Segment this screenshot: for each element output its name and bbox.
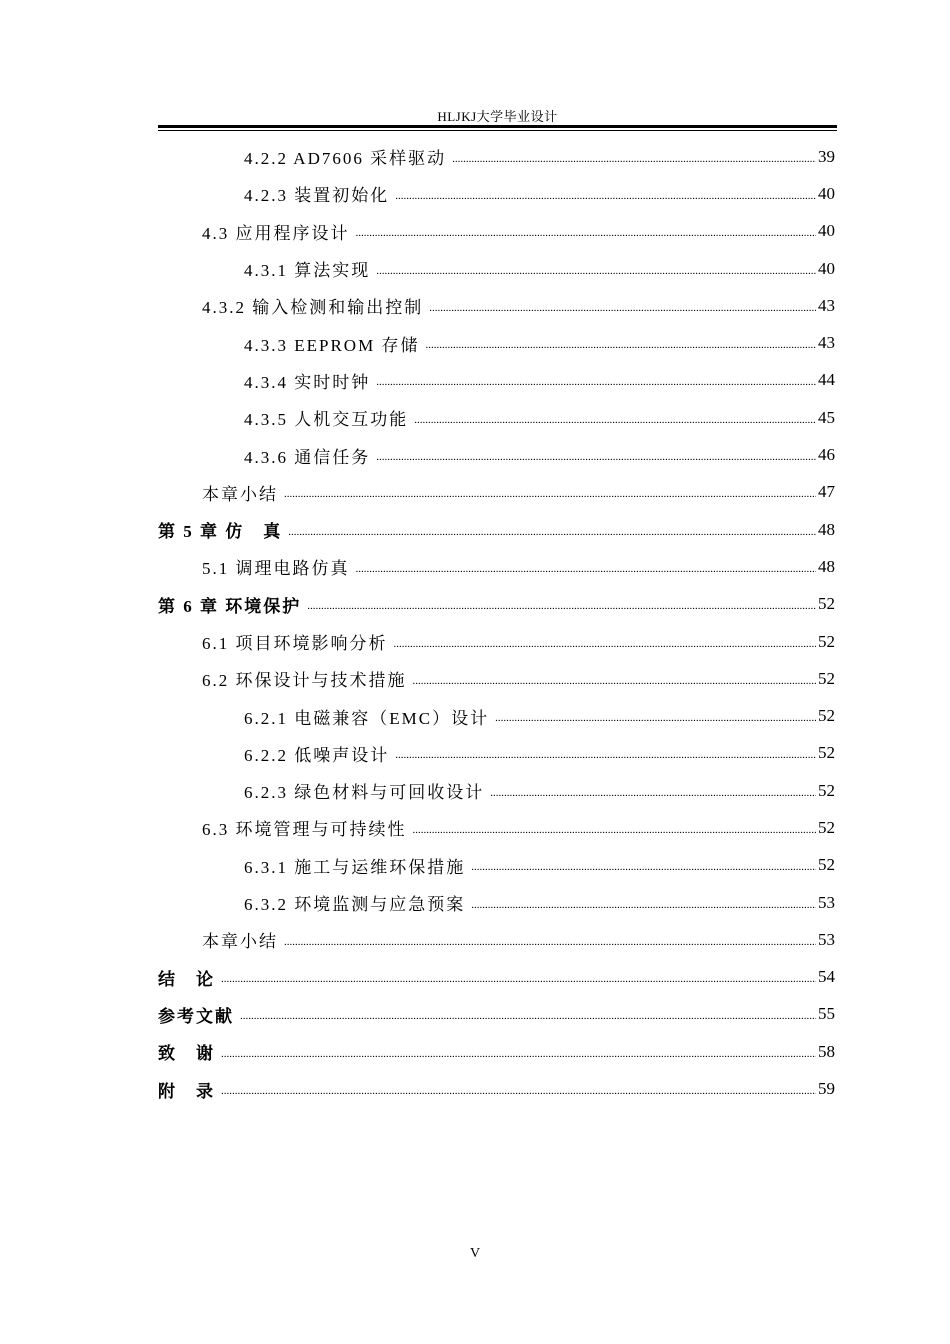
toc-entry-page: 40 (818, 221, 835, 241)
toc-entry-page: 52 (818, 668, 835, 688)
toc-entry-page: 47 (818, 482, 835, 502)
toc-leader-dots (356, 563, 817, 575)
toc-entry[interactable] (158, 399, 835, 436)
toc-entry-page: 53 (818, 929, 835, 949)
toc-entry[interactable] (158, 660, 835, 697)
toc-leader-dots (395, 190, 816, 202)
toc-entry-page: 59 (818, 1079, 835, 1099)
toc-entry-page: 43 (818, 333, 835, 353)
toc-leader-dots (413, 675, 817, 687)
toc-entry-title: 4.3.4 实时时钟 (244, 372, 371, 392)
toc-leader-dots (284, 488, 816, 500)
toc-entry[interactable] (158, 1070, 835, 1107)
toc-entry-title: 6.2.2 低噪声设计 (244, 745, 390, 765)
toc-entry[interactable] (158, 623, 835, 660)
page-number: V (469, 1246, 481, 1261)
toc-entry[interactable] (158, 511, 835, 548)
toc-entry-page: 52 (818, 817, 835, 837)
toc-leader-dots (414, 414, 816, 426)
toc-entry-title: 4.3.3 EEPROM 存储 (244, 335, 420, 355)
toc-entry-page: 45 (818, 407, 835, 427)
toc-leader-dots (376, 376, 816, 388)
toc-entry[interactable] (158, 474, 835, 511)
toc-entry-title: 4.2.3 装置初始化 (244, 186, 390, 206)
toc-leader-dots (471, 899, 816, 911)
toc-entry-title: 4.3.5 人机交互功能 (244, 410, 409, 430)
toc-entry-title: 本章小结 (202, 484, 278, 504)
toc-entry-page: 48 (818, 519, 835, 539)
toc-leader-dots (288, 526, 816, 538)
toc-entry-page: 40 (818, 258, 835, 278)
toc-entry[interactable] (158, 809, 835, 846)
toc-entry[interactable] (158, 362, 835, 399)
toc-entry[interactable] (158, 436, 835, 473)
toc-entry[interactable] (158, 138, 835, 175)
toc-entry-page: 46 (818, 445, 835, 465)
toc-leader-dots (307, 600, 816, 612)
toc-entry-title: 本章小结 (202, 932, 278, 952)
toc-leader-dots (376, 451, 816, 463)
toc-entry-page: 52 (818, 743, 835, 763)
toc-entry-title: 6.3.2 环境监测与应急预案 (244, 895, 466, 915)
toc-entry-page: 40 (818, 183, 835, 203)
toc-entry-title: 6.1 项目环境影响分析 (202, 634, 388, 653)
toc-entry-page: 44 (818, 370, 835, 390)
toc-entry-title: 第 6 章 环境保护 (158, 596, 302, 616)
toc-entry-page: 55 (818, 1004, 835, 1024)
toc-entry-title: 6.2.3 绿色材料与可回收设计 (244, 783, 485, 803)
toc-entry[interactable] (158, 847, 835, 884)
toc-leader-dots (495, 712, 816, 724)
toc-leader-dots (395, 749, 816, 761)
toc-entry-title: 5.1 调理电路仿真 (202, 559, 350, 579)
toc-leader-dots (240, 1010, 816, 1022)
toc-leader-dots (221, 973, 816, 985)
toc-entry-title: 4.3.6 通信任务 (244, 447, 371, 467)
toc-leader-dots (471, 861, 816, 873)
toc-entry-title: 4.3 应用程序设计 (202, 223, 350, 243)
toc-leader-dots (376, 265, 816, 277)
toc-entry[interactable] (158, 996, 835, 1033)
toc-entry-page: 52 (818, 706, 835, 726)
toc-entry-title: 6.3 环境管理与可持续性 (202, 820, 407, 840)
toc-entry-page: 39 (818, 146, 835, 166)
running-header: HLJKJ大学毕业设计 (437, 109, 558, 124)
toc-leader-dots (356, 227, 817, 239)
toc-entry-title: 第 5 章 仿 真 (158, 522, 283, 542)
toc-entry-page: 54 (818, 967, 835, 987)
toc-entry-page: 43 (818, 295, 835, 315)
toc-entry[interactable] (158, 884, 835, 921)
toc-entry-page: 52 (818, 594, 835, 614)
toc-entry[interactable] (158, 735, 835, 772)
toc-entry[interactable] (158, 959, 835, 996)
header-rule-thin (158, 130, 837, 131)
toc-entry-title: 6.2 环保设计与技术措施 (202, 671, 407, 691)
toc-entry-title: 参考文献 (158, 1006, 234, 1026)
toc-leader-dots (413, 824, 817, 836)
toc-entry-page: 58 (818, 1041, 835, 1061)
header-rule-thick (158, 125, 837, 128)
toc-entry[interactable] (158, 250, 835, 287)
toc-entry[interactable] (158, 324, 835, 361)
toc-entry-title: 致 谢 (158, 1044, 215, 1064)
toc-entry-page: 52 (818, 855, 835, 875)
toc-entry-page: 52 (818, 631, 835, 651)
toc-entry-page: 52 (818, 780, 835, 800)
toc-entry-title: 结 论 (158, 969, 215, 989)
toc-entry-title: 4.3.2 输入检测和输出控制 (202, 298, 424, 318)
toc-entry-title: 4.2.2 AD7606 采样驱动 (244, 149, 447, 169)
toc-entry[interactable] (158, 287, 835, 324)
toc-entry-title: 附 录 (158, 1081, 215, 1101)
toc-entry[interactable] (158, 772, 835, 809)
toc-leader-dots (429, 302, 816, 314)
toc-entry[interactable] (158, 586, 835, 623)
toc-entry[interactable] (158, 175, 835, 212)
table-of-contents (158, 138, 835, 1108)
toc-leader-dots (452, 153, 816, 165)
toc-leader-dots (394, 638, 817, 650)
toc-leader-dots (425, 339, 816, 351)
toc-entry-title: 6.3.1 施工与运维环保措施 (244, 857, 466, 877)
toc-entry-page: 48 (818, 556, 835, 576)
toc-leader-dots (221, 1048, 816, 1060)
toc-entry-page: 53 (818, 892, 835, 912)
toc-entry-title: 6.2.1 电磁兼容（EMC）设计 (244, 708, 490, 728)
toc-entry[interactable] (158, 213, 835, 250)
toc-entry[interactable] (158, 697, 835, 734)
toc-leader-dots (221, 1085, 816, 1097)
toc-leader-dots (490, 787, 816, 799)
toc-entry[interactable] (158, 1033, 835, 1070)
toc-leader-dots (284, 936, 816, 948)
toc-entry[interactable] (158, 548, 835, 585)
toc-entry[interactable] (158, 921, 835, 958)
toc-entry-title: 4.3.1 算法实现 (244, 261, 371, 281)
